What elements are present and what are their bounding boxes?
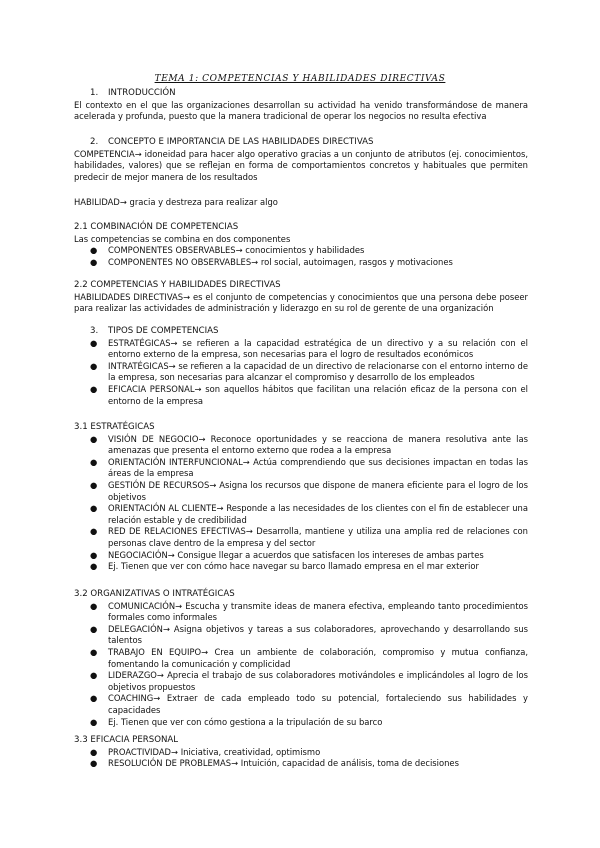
bullet-icon: ● <box>90 479 98 490</box>
section-heading: INTRODUCCIÓN <box>108 88 176 98</box>
list-item: ● RED DE RELACIONES EFECTIVAS→ Desarrolla, mantiene y utiliza una amplia red de relaciones con personas clave dentro de la empresa y del sector <box>90 526 528 548</box>
section-heading: 2.1 COMBINACIÓN DE COMPETENCIAS <box>74 222 239 232</box>
bullet-icon: ● <box>90 245 98 256</box>
bullet-icon: ● <box>90 600 98 611</box>
list-item: ● RESOLUCIÓN DE PROBLEMAS→ Intuición, capacidad de análisis, toma de decisiones <box>90 758 459 769</box>
section-heading: 2.2 COMPETENCIAS Y HABILIDADES DIRECTIVAS <box>74 280 281 290</box>
section-heading: 3.3 EFICACIA PERSONAL <box>74 735 179 745</box>
document-title: TEMA 1: COMPETENCIAS Y HABILIDADES DIRECTIVAS <box>154 74 446 84</box>
bullet-icon: ● <box>90 623 98 634</box>
bullet-icon: ● <box>90 337 98 348</box>
bullet-icon: ● <box>90 433 98 444</box>
bullet-icon: ● <box>90 646 98 657</box>
list-item: ● COMUNICACIÓN→ Escucha y transmite ideas de manera efectiva, empleando tanto procedimientos formales como informales <box>90 600 528 623</box>
section-estrategicas <box>74 422 528 573</box>
bullet-icon: ● <box>90 758 98 769</box>
bullet-list <box>74 747 528 770</box>
section-heading: TIPOS DE COMPETENCIAS <box>108 326 219 336</box>
list-item: ● NEGOCIACIÓN→ Consigue llegar a acuerdos que satisfacen los intereses de ambas partes <box>90 549 484 560</box>
bullet-icon: ● <box>90 716 98 727</box>
list-item: ● TRABAJO EN EQUIPO→ Crea un ambiente de colaboración, compromiso y mutua confianza, fomentando la comunicación y complicidad <box>90 646 528 669</box>
list-item: ● COACHING→ Extraer de cada empleado todo su potencial, fortaleciendo sus habilidades y capacidades <box>90 693 528 715</box>
section-heading: CONCEPTO E IMPORTANCIA DE LAS HABILIDADES DIRECTIVAS <box>108 137 374 147</box>
bullet-icon: ● <box>90 456 98 467</box>
list-item: ● COMPONENTES NO OBSERVABLES→ rol social, autoimagen, rasgos y motivaciones <box>90 256 453 267</box>
list-item: ● Ej. Tienen que ver con cómo gestiona a la tripulación de su barco <box>90 716 383 727</box>
list-item: ● EFICACIA PERSONAL→ son aquellos hábitos que facilitan una relación eficaz de la persona con el entorno de la empresa <box>90 383 528 406</box>
section-habilidades-directivas <box>74 280 528 315</box>
section-number: 1. <box>90 88 99 98</box>
section-heading: 3.1 ESTRATÉGICAS <box>74 422 155 432</box>
paragraph-competencia: COMPETENCIA→ idoneidad para hacer algo operativo gracias a un conjunto de atributos (ej. conocimientos, habilidades, valores) que se reflejan en forma de comportamientos concretos y habituales que permiten predecir de mejor manera de los resultados <box>74 148 528 182</box>
section-number: 2. <box>90 137 99 147</box>
section-organizativas <box>74 589 528 728</box>
list-item: ● DELEGACIÓN→ Asigna objetivos y tareas a sus colaboradores, aprovechando y desarrollando sus talentos <box>90 623 528 646</box>
list-item: ● PROACTIVIDAD→ Iniciativa, creatividad, optimismo <box>90 746 321 757</box>
section-introduccion <box>74 88 528 123</box>
bullet-icon: ● <box>90 549 98 560</box>
list-item: ● ESTRATÉGICAS→ se refieren a la capacidad estratégica de un directivo y a su relación con el entorno externo de la empresa, son necesarias para el logro de resultados económicos <box>90 337 528 360</box>
section-number: 3. <box>90 326 99 336</box>
bullet-icon: ● <box>90 383 98 394</box>
list-item: ● COMPONENTES OBSERVABLES→ conocimientos y habilidades <box>90 245 365 256</box>
section-tipos <box>74 326 528 407</box>
paragraph-habilidad: HABILIDAD→ gracia y destreza para realizar algo <box>74 197 278 207</box>
paragraph: HABILIDADES DIRECTIVAS→ es el conjunto de competencias y conocimientos que una persona debe poseer para realizar las actividades de administración y liderazgo en su rol de gerente de una organización <box>74 291 528 314</box>
list-item: ● INTRATÉGICAS→ se refieren a la capacidad de un directivo de relacionarse con el entorno interno de la empresa, son necesarias para alcanzar el compromiso y desarrollo de los empleados <box>90 360 528 383</box>
bullet-list <box>74 338 528 408</box>
bullet-icon: ● <box>90 746 98 757</box>
section-combinacion <box>74 222 528 268</box>
list-item: ● ORIENTACIÓN AL CLIENTE→ Responde a las necesidades de los clientes con el fin de establecer una relación estable y de credibilidad <box>90 503 528 525</box>
bullet-icon: ● <box>90 256 98 267</box>
bullet-icon: ● <box>90 693 98 704</box>
list-item: ● ORIENTACIÓN INTERFUNCIONAL→ Actúa comprendiendo que sus decisiones impactan en todas las áreas de la empresa <box>90 456 528 479</box>
section-eficacia-personal <box>74 735 528 770</box>
bullet-list <box>74 601 528 729</box>
bullet-list <box>74 434 528 573</box>
bullet-icon: ● <box>90 670 98 681</box>
bullet-list <box>74 245 528 268</box>
list-item: ● GESTIÓN DE RECURSOS→ Asigna los recursos que dispone de manera eficiente para el logro de los objetivos <box>90 479 528 502</box>
bullet-icon: ● <box>90 503 98 514</box>
paragraph: Las competencias se combina en dos componentes <box>74 233 291 244</box>
bullet-icon: ● <box>90 360 98 371</box>
list-item: ● Ej. Tienen que ver con cómo hace navegar su barco llamado empresa en el mar exterior <box>90 561 479 572</box>
list-item: ● LIDERAZGO→ Aprecia el trabajo de sus colaboradores motivándoles e implicándoles al logro de los objetivos propuestos <box>90 670 528 692</box>
list-item: ● VISIÓN DE NEGOCIO→ Reconoce oportunidades y se reacciona de manera resolutiva ante las amenazas que presenta el entorno externo que rodea a la empresa <box>90 433 528 456</box>
bullet-icon: ● <box>90 561 98 572</box>
paragraph: El contexto en el que las organizaciones desarrollan su actividad ha venido transformándose de manera acelerada y profunda, puesto que la manera tradicional de operar los negocios no resulta efectiva <box>74 99 528 122</box>
bullet-icon: ● <box>90 526 98 537</box>
section-concepto <box>74 137 528 183</box>
section-heading: 3.2 ORGANIZATIVAS O INTRATÉGICAS <box>74 589 235 599</box>
